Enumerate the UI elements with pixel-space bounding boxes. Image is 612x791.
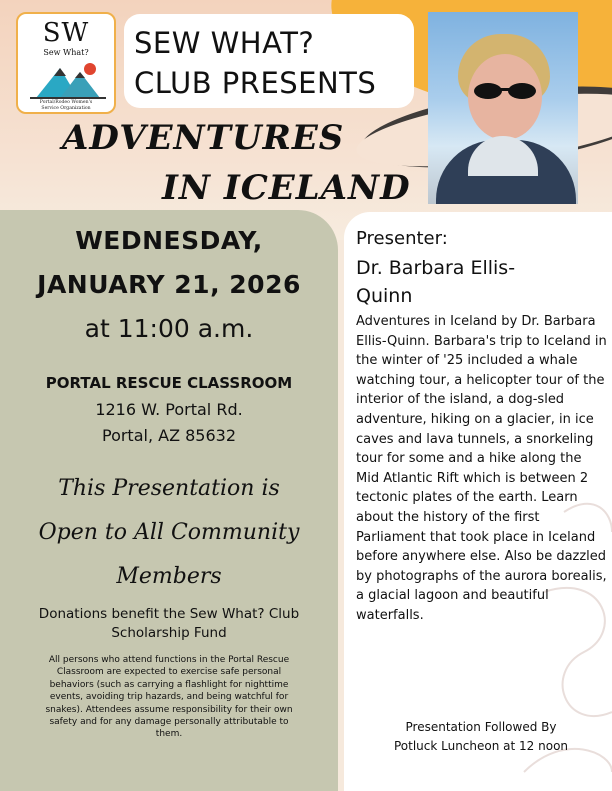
address-city: Portal, AZ 85632 xyxy=(101,426,237,445)
open-line-2: Open to All Community xyxy=(38,520,300,545)
event-location: PORTAL RESCUE CLASSROOM xyxy=(45,374,293,392)
title-line-1: SEW WHAT? xyxy=(134,26,315,60)
followed-line-2: Potluck Luncheon at 12 noon xyxy=(393,739,569,753)
open-line-1: This Presentation is xyxy=(58,476,280,501)
sunglasses-icon xyxy=(472,82,538,100)
presenter-name-line-2: Quinn xyxy=(356,285,413,307)
logo-org-line2: Service Organization xyxy=(41,105,91,111)
presenter-portrait xyxy=(428,12,578,204)
presenter-label: Presenter: xyxy=(356,228,448,249)
followed-line-1: Presentation Followed By xyxy=(405,720,557,734)
event-date-weekday: WEDNESDAY, xyxy=(75,226,263,255)
headline-line-2: IN ICELAND xyxy=(162,168,411,208)
title-line-2: CLUB PRESENTS xyxy=(134,66,377,100)
event-date: JANUARY 21, 2026 xyxy=(37,270,301,299)
donations-line-1: Donations benefit the Sew What? Club xyxy=(38,606,300,622)
logo-initials: SW xyxy=(42,18,90,48)
presenter-bio: Adventures in Iceland by Dr. Barbara Ellis-Quinn. Barbara's trip to Iceland in the winter of '25 included a whale watching tour, a helicopter tour of the interior of the island, a dog-sled adventure, hiking on a glacier, in ice caves and lava tunnels, a snorkeling tour for some and a hike along the Mid Atlantic Rift which is between 2 tectonic plates of the earth. Learn about the history of the first Parliament that took place in Iceland before anywhere else. Also be dazzled by photographs of the aurora borealis, a glacial lagoon and beautiful waterfalls. xyxy=(356,314,607,623)
headline-line-1: ADVENTURES xyxy=(62,118,345,158)
logo-name: Sew What? xyxy=(43,48,89,57)
presenter-name-line-1: Dr. Barbara Ellis- xyxy=(356,257,516,279)
title-box xyxy=(124,14,414,108)
open-line-3: Members xyxy=(116,564,222,589)
logo-organization xyxy=(18,100,114,111)
donations-line-2: Scholarship Fund xyxy=(111,625,227,641)
safety-disclaimer: All persons who attend functions in the Portal Rescue Classroom are expected to exercise safe personal behaviors (such as carrying a flashlight for nighttime events, avoiding trip hazards, and being watchful for snakes). Attendees assume responsibility for their own safety and for any damage personally attributable to them. xyxy=(45,655,293,740)
club-logo xyxy=(16,12,116,114)
address-street: 1216 W. Portal Rd. xyxy=(95,400,243,419)
logo-org-line1: Portal/Rodeo Women's xyxy=(39,100,93,105)
mountains-sun-logo-icon xyxy=(30,60,106,100)
presenter-name xyxy=(356,254,606,310)
event-time: at 11:00 a.m. xyxy=(84,314,254,343)
followed-by-note xyxy=(356,718,606,756)
